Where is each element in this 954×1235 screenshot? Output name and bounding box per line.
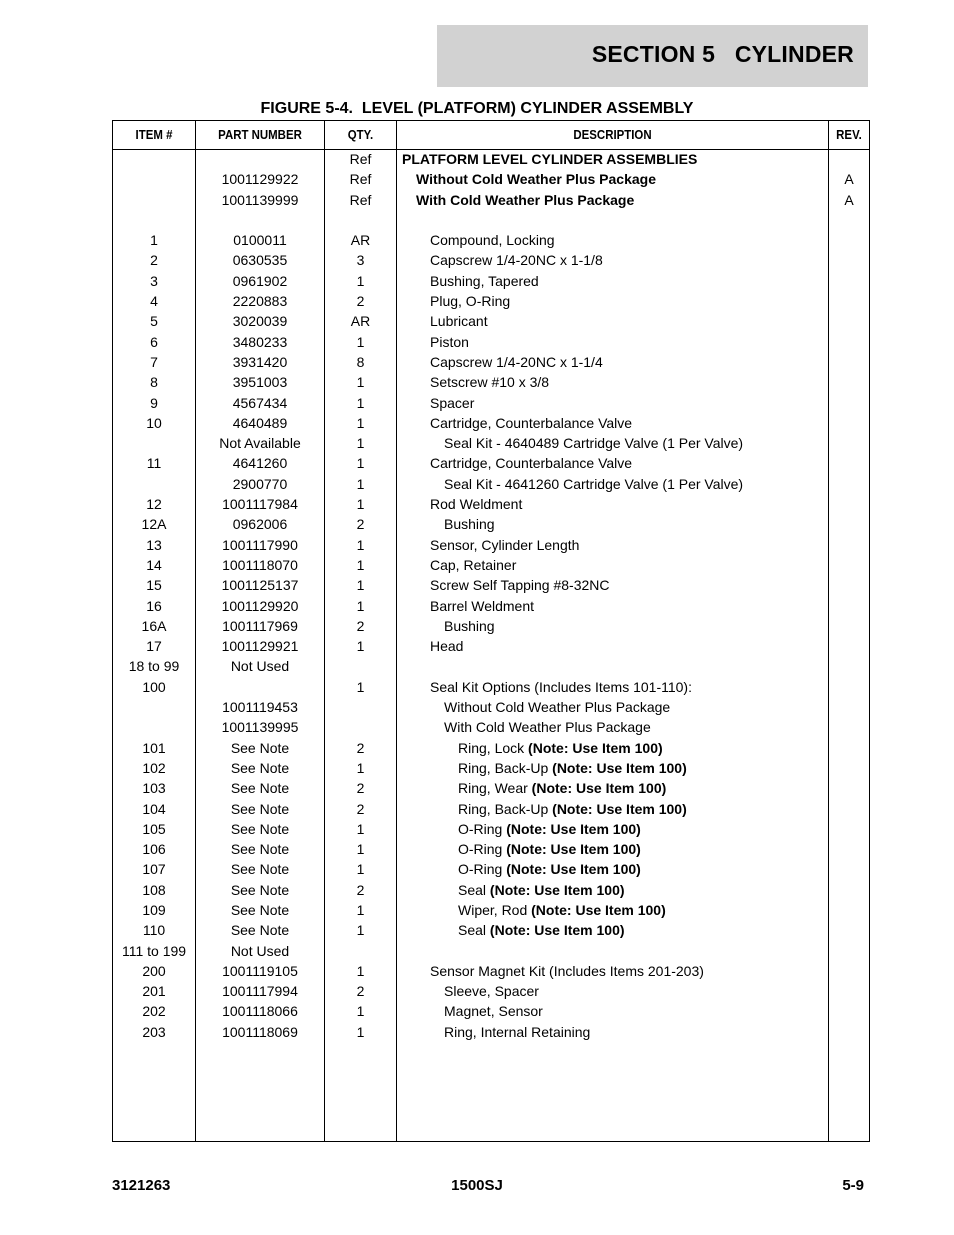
table-row bbox=[113, 311, 869, 331]
item-number-cell: 103 bbox=[142, 780, 166, 797]
column-header-part-number: PART NUMBER bbox=[218, 127, 302, 142]
description-cell bbox=[402, 880, 883, 900]
item-number-cell: 10 bbox=[146, 414, 162, 431]
part-number-cell: See Note bbox=[230, 739, 290, 756]
description-note: (Note: Use Item 100) bbox=[506, 820, 641, 837]
part-number-cell: 2220883 bbox=[232, 293, 288, 310]
description-text: Cap, Retainer bbox=[430, 556, 517, 573]
description-text: Ring, Internal Retaining bbox=[444, 1023, 591, 1040]
item-number-cell: 5 bbox=[150, 313, 158, 330]
table-row bbox=[113, 149, 869, 169]
column-header-item: ITEM # bbox=[135, 127, 173, 142]
revision-cell: A bbox=[844, 171, 854, 188]
quantity-cell: 1 bbox=[356, 1003, 365, 1020]
description-cell bbox=[402, 494, 855, 514]
quantity-cell: 2 bbox=[356, 617, 365, 634]
description-text: Seal Kit - 4640489 Cartridge Valve (1 Per Valve) bbox=[444, 435, 744, 452]
table-row bbox=[113, 453, 869, 473]
description-note: (Note: Use Item 100) bbox=[489, 881, 625, 898]
description-text: Capscrew 1/4-20NC x 1-1/4 bbox=[430, 353, 603, 370]
table-row bbox=[113, 839, 869, 859]
table-row bbox=[113, 393, 869, 413]
description-text: Rod Weldment bbox=[430, 496, 523, 513]
description-note: (Note: Use Item 100) bbox=[531, 901, 666, 918]
part-number-cell: 3931420 bbox=[232, 353, 288, 370]
table-row bbox=[113, 494, 869, 514]
table-row bbox=[113, 981, 869, 1001]
description-note: (Note: Use Item 100) bbox=[552, 759, 687, 776]
description-cell bbox=[402, 291, 855, 311]
description-note: (Note: Use Item 100) bbox=[506, 841, 641, 858]
description-text: Wiper, Rod bbox=[458, 901, 532, 918]
item-number-cell: 18 to 99 bbox=[128, 658, 180, 675]
part-number-cell: 1001119105 bbox=[222, 962, 298, 979]
description-text: Plug, O-Ring bbox=[430, 293, 511, 310]
section-header-box bbox=[437, 25, 868, 87]
description-cell bbox=[402, 961, 855, 981]
description-text: Seal Kit Options (Includes Items 101-110): bbox=[430, 678, 692, 695]
part-number-cell: 1001125137 bbox=[221, 577, 299, 594]
description-text: Head bbox=[430, 638, 464, 655]
description-cell bbox=[402, 1001, 869, 1021]
part-number-cell: 3480233 bbox=[232, 333, 288, 350]
description-cell bbox=[402, 535, 855, 555]
table-row bbox=[113, 372, 869, 392]
table-row bbox=[113, 230, 869, 250]
part-number-cell: 1001129920 bbox=[221, 597, 299, 614]
item-number-cell: 6 bbox=[150, 333, 158, 350]
part-number-cell: 1001117969 bbox=[222, 617, 298, 634]
column-header-qty: QTY. bbox=[347, 127, 374, 142]
item-number-cell: 105 bbox=[142, 820, 166, 837]
description-cell bbox=[402, 738, 883, 758]
table-row bbox=[113, 332, 869, 352]
table-row bbox=[113, 717, 869, 737]
quantity-cell: 1 bbox=[356, 1023, 365, 1040]
part-number-cell: 0100011 bbox=[233, 232, 287, 249]
quantity-cell: 1 bbox=[356, 374, 365, 391]
part-number-cell: See Note bbox=[230, 922, 290, 939]
description-cell bbox=[402, 799, 883, 819]
description-cell bbox=[402, 393, 855, 413]
quantity-cell: AR bbox=[350, 232, 371, 249]
table-row bbox=[113, 1022, 869, 1042]
part-number-cell: 4640489 bbox=[232, 414, 288, 431]
item-number-cell: 1 bbox=[150, 232, 158, 249]
part-number-cell: 1001118066 bbox=[222, 1003, 298, 1020]
description-cell bbox=[402, 778, 883, 798]
quantity-cell: 1 bbox=[356, 333, 365, 350]
table-row bbox=[113, 433, 869, 453]
quantity-cell: 1 bbox=[356, 638, 365, 655]
item-number-cell: 15 bbox=[146, 577, 162, 594]
item-number-cell: 14 bbox=[146, 556, 162, 573]
quantity-cell: 1 bbox=[356, 435, 365, 452]
description-text: Capscrew 1/4-20NC x 1-1/8 bbox=[430, 252, 603, 269]
description-cell bbox=[402, 311, 855, 331]
table-row bbox=[113, 555, 869, 575]
part-number-cell: 1001117994 bbox=[222, 983, 298, 1000]
part-number-cell: 2900770 bbox=[232, 475, 288, 492]
description-cell bbox=[402, 636, 855, 656]
description-text: Screw Self Tapping #8-32NC bbox=[430, 577, 610, 594]
quantity-cell: Ref bbox=[349, 151, 372, 167]
description-text: Bushing bbox=[444, 516, 495, 533]
item-number-cell: 200 bbox=[142, 962, 166, 979]
figure-title: FIGURE 5-4. LEVEL (PLATFORM) CYLINDER ASSEMBLY bbox=[260, 100, 694, 117]
quantity-cell: 1 bbox=[356, 414, 365, 431]
item-number-cell: 102 bbox=[142, 759, 166, 776]
quantity-cell: 3 bbox=[356, 252, 365, 269]
description-text: O-Ring bbox=[458, 861, 507, 878]
quantity-cell: 2 bbox=[356, 983, 365, 1000]
description-text: Without Cold Weather Plus Package bbox=[444, 699, 671, 716]
item-number-cell: 108 bbox=[142, 881, 166, 898]
footer-page-number: 5-9 bbox=[842, 1177, 864, 1194]
table-row bbox=[113, 880, 869, 900]
item-number-cell: 8 bbox=[150, 374, 158, 391]
part-number-cell: 1001117990 bbox=[222, 536, 298, 553]
description-text: Spacer bbox=[430, 394, 475, 411]
table-row bbox=[113, 859, 869, 879]
quantity-cell: Ref bbox=[349, 171, 372, 188]
table-row bbox=[113, 961, 869, 981]
table-row bbox=[113, 250, 869, 270]
description-text: Ring, Back-Up bbox=[458, 759, 553, 776]
description-cell bbox=[402, 332, 855, 352]
part-number-cell: 3951003 bbox=[232, 374, 288, 391]
description-cell bbox=[402, 149, 827, 169]
table-row bbox=[113, 920, 869, 940]
item-number-cell: 201 bbox=[142, 983, 166, 1000]
part-number-cell: 4641260 bbox=[232, 455, 288, 472]
quantity-cell: 1 bbox=[356, 759, 365, 776]
item-number-cell: 17 bbox=[146, 638, 162, 655]
part-number-cell: 0962006 bbox=[232, 516, 288, 533]
description-cell bbox=[402, 717, 869, 737]
description-text: Cartridge, Counterbalance Valve bbox=[430, 414, 633, 431]
quantity-cell: AR bbox=[350, 313, 371, 330]
part-number-cell: 0961902 bbox=[232, 272, 288, 289]
table-row bbox=[113, 352, 869, 372]
part-number-cell: 1001139995 bbox=[221, 719, 299, 736]
item-number-cell: 100 bbox=[142, 678, 166, 695]
table-body bbox=[113, 149, 869, 1042]
description-cell bbox=[402, 616, 869, 636]
table-row bbox=[113, 169, 869, 189]
item-number-cell: 3 bbox=[150, 272, 158, 289]
description-text: With Cold Weather Plus Package bbox=[416, 191, 635, 208]
item-number-cell: 203 bbox=[142, 1023, 166, 1040]
description-text: Ring, Wear bbox=[458, 780, 532, 797]
description-cell bbox=[402, 920, 883, 940]
column-header-rev: REV. bbox=[836, 127, 862, 142]
description-text: Setscrew #10 x 3/8 bbox=[430, 374, 550, 391]
item-number-cell: 4 bbox=[150, 293, 158, 310]
table-row bbox=[113, 514, 869, 534]
quantity-cell: 2 bbox=[356, 800, 365, 817]
description-note: (Note: Use Item 100) bbox=[489, 922, 625, 939]
quantity-cell: 1 bbox=[356, 597, 365, 614]
description-cell bbox=[402, 981, 869, 1001]
part-number-cell: See Note bbox=[230, 901, 290, 918]
part-number-cell: 1001117984 bbox=[222, 496, 298, 513]
description-cell bbox=[402, 900, 883, 920]
part-number-cell: Not Used bbox=[230, 942, 290, 959]
item-number-cell: 111 to 199 bbox=[121, 942, 187, 959]
part-number-cell: Not Used bbox=[230, 658, 290, 675]
table-row bbox=[113, 636, 869, 656]
table-row bbox=[113, 758, 869, 778]
item-number-cell: 16A bbox=[141, 617, 167, 634]
description-cell bbox=[402, 413, 855, 433]
item-number-cell: 12A bbox=[141, 516, 167, 533]
description-text: Bushing, Tapered bbox=[430, 272, 539, 289]
item-number-cell: 16 bbox=[146, 597, 162, 614]
column-header-description: DESCRIPTION bbox=[573, 127, 652, 142]
description-cell bbox=[402, 250, 855, 270]
description-cell bbox=[402, 474, 869, 494]
item-number-cell: 9 bbox=[150, 394, 158, 411]
quantity-cell: 1 bbox=[356, 678, 365, 695]
quantity-cell: 1 bbox=[356, 901, 365, 918]
part-number-cell: 0630535 bbox=[232, 252, 288, 269]
quantity-cell: 1 bbox=[356, 962, 365, 979]
description-text: Without Cold Weather Plus Package bbox=[416, 171, 656, 188]
part-number-cell: See Note bbox=[230, 820, 290, 837]
description-text: Cartridge, Counterbalance Valve bbox=[430, 455, 633, 472]
description-text: O-Ring bbox=[458, 841, 507, 858]
item-number-cell: 107 bbox=[142, 861, 166, 878]
quantity-cell: 2 bbox=[356, 739, 365, 756]
description-text: O-Ring bbox=[458, 820, 507, 837]
description-cell bbox=[402, 271, 855, 291]
quantity-cell: 2 bbox=[356, 516, 365, 533]
table-row bbox=[113, 738, 869, 758]
description-text: Seal Kit - 4641260 Cartridge Valve (1 Per Valve) bbox=[444, 475, 744, 492]
description-cell bbox=[402, 596, 855, 616]
table-row bbox=[113, 941, 869, 961]
table-row bbox=[113, 474, 869, 494]
table-row bbox=[113, 596, 869, 616]
quantity-cell: 1 bbox=[356, 496, 365, 513]
description-note: (Note: Use Item 100) bbox=[528, 739, 663, 756]
description-cell bbox=[402, 819, 883, 839]
table-row bbox=[113, 778, 869, 798]
quantity-cell: 1 bbox=[356, 536, 365, 553]
description-text: Bushing bbox=[444, 617, 495, 634]
quantity-cell: 1 bbox=[356, 455, 365, 472]
table-row bbox=[113, 677, 869, 697]
part-number-cell: See Note bbox=[230, 841, 290, 858]
description-text: Ring, Back-Up bbox=[458, 800, 553, 817]
description-cell bbox=[402, 190, 841, 210]
part-number-cell: 4567434 bbox=[232, 394, 288, 411]
description-text: Lubricant bbox=[430, 313, 488, 330]
table-row bbox=[113, 190, 869, 210]
description-note: (Note: Use Item 100) bbox=[531, 780, 667, 797]
footer-model: 1500SJ bbox=[451, 1177, 503, 1194]
description-text: Seal bbox=[458, 881, 490, 898]
table-row bbox=[113, 799, 869, 819]
quantity-cell: 1 bbox=[356, 272, 365, 289]
footer-document-number: 3121263 bbox=[112, 1177, 171, 1194]
item-number-cell: 110 bbox=[142, 922, 166, 939]
item-number-cell: 109 bbox=[142, 901, 166, 918]
table-row bbox=[113, 575, 869, 595]
table-row bbox=[113, 535, 869, 555]
description-text: Sensor Magnet Kit (Includes Items 201-203) bbox=[430, 962, 704, 979]
item-number-cell: 2 bbox=[150, 252, 158, 269]
description-text: Compound, Locking bbox=[430, 232, 555, 249]
part-number-cell: See Note bbox=[230, 800, 290, 817]
description-cell bbox=[402, 859, 883, 879]
description-cell bbox=[402, 839, 883, 859]
part-number-cell: See Note bbox=[230, 861, 290, 878]
description-cell bbox=[402, 372, 855, 392]
description-text: Ring, Lock bbox=[458, 739, 529, 756]
description-cell bbox=[402, 230, 855, 250]
quantity-cell: 1 bbox=[356, 475, 365, 492]
parts-table bbox=[112, 120, 870, 1142]
quantity-cell: 2 bbox=[356, 293, 365, 310]
part-number-cell: 1001139999 bbox=[221, 191, 299, 208]
item-number-cell: 11 bbox=[146, 455, 162, 472]
table-row bbox=[113, 819, 869, 839]
description-cell bbox=[402, 169, 841, 189]
table-row bbox=[113, 210, 869, 230]
item-number-cell: 12 bbox=[146, 496, 162, 513]
description-text: With Cold Weather Plus Package bbox=[444, 719, 651, 736]
description-text: Seal bbox=[458, 922, 490, 939]
description-cell bbox=[402, 1022, 869, 1042]
description-note: (Note: Use Item 100) bbox=[506, 861, 641, 878]
description-text: Barrel Weldment bbox=[430, 597, 535, 614]
table-row bbox=[113, 413, 869, 433]
table-row bbox=[113, 900, 869, 920]
part-number-cell: See Note bbox=[230, 780, 290, 797]
description-cell bbox=[402, 453, 855, 473]
part-number-cell: 1001129922 bbox=[221, 171, 299, 188]
description-cell bbox=[402, 514, 869, 534]
quantity-cell: 2 bbox=[356, 881, 365, 898]
description-cell bbox=[402, 758, 883, 778]
table-row bbox=[113, 616, 869, 636]
quantity-cell: 1 bbox=[356, 820, 365, 837]
description-cell bbox=[402, 575, 855, 595]
quantity-cell: 1 bbox=[356, 841, 365, 858]
table-row bbox=[113, 291, 869, 311]
table-row bbox=[113, 656, 869, 676]
description-cell bbox=[402, 697, 869, 717]
description-cell bbox=[402, 555, 855, 575]
table-row bbox=[113, 271, 869, 291]
part-number-cell: 1001119453 bbox=[222, 699, 298, 716]
description-text: Sensor, Cylinder Length bbox=[430, 536, 580, 553]
item-number-cell: 106 bbox=[142, 841, 166, 858]
quantity-cell: 1 bbox=[356, 556, 365, 573]
section-title: SECTION 5 CYLINDER bbox=[591, 41, 854, 67]
item-number-cell: 202 bbox=[142, 1003, 166, 1020]
quantity-cell: 1 bbox=[356, 922, 365, 939]
quantity-cell: 2 bbox=[356, 780, 365, 797]
quantity-cell: Ref bbox=[349, 191, 372, 208]
part-number-cell: 1001118070 bbox=[222, 556, 298, 573]
part-number-cell: 1001118069 bbox=[222, 1023, 298, 1040]
table-row bbox=[113, 697, 869, 717]
description-text: Piston bbox=[430, 333, 469, 350]
part-number-cell: Not Available bbox=[219, 435, 301, 452]
description-text: Sleeve, Spacer bbox=[444, 983, 539, 1000]
description-text: PLATFORM LEVEL CYLINDER ASSEMBLIES bbox=[402, 151, 698, 167]
part-number-cell: 3020039 bbox=[232, 313, 288, 330]
quantity-cell: 8 bbox=[356, 353, 365, 370]
description-cell bbox=[402, 433, 869, 453]
quantity-cell: 1 bbox=[356, 861, 365, 878]
description-note: (Note: Use Item 100) bbox=[552, 800, 687, 817]
table-row bbox=[113, 1001, 869, 1021]
part-number-cell: 1001129921 bbox=[221, 638, 299, 655]
description-text: Magnet, Sensor bbox=[444, 1003, 543, 1020]
item-number-cell: 104 bbox=[142, 800, 166, 817]
part-number-cell: See Note bbox=[230, 759, 290, 776]
description-cell bbox=[402, 352, 855, 372]
quantity-cell: 1 bbox=[356, 577, 365, 594]
revision-cell: A bbox=[844, 191, 854, 208]
description-cell bbox=[402, 677, 855, 697]
item-number-cell: 7 bbox=[150, 353, 158, 370]
item-number-cell: 13 bbox=[146, 536, 162, 553]
item-number-cell: 101 bbox=[142, 739, 166, 756]
quantity-cell: 1 bbox=[356, 394, 365, 411]
part-number-cell: See Note bbox=[230, 881, 290, 898]
